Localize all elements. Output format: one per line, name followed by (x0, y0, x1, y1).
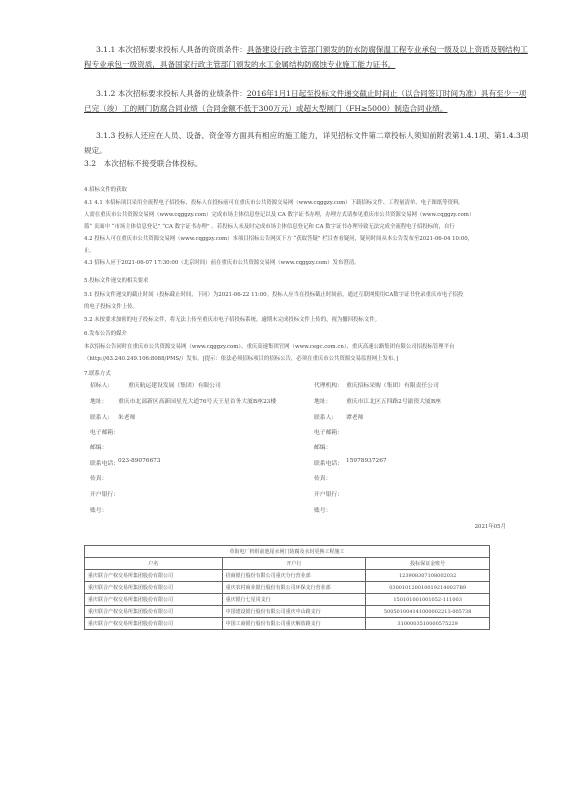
table-header-row (85, 558, 490, 570)
tenderer-contact-value: 朱老师 (118, 415, 136, 421)
agent-bank-label: 开户银行： (314, 492, 343, 498)
bank-cell: 招商银行股份有限公司重庆分行营业部 (222, 570, 366, 582)
agent-address-label: 地址： (314, 399, 332, 405)
table-row (85, 582, 490, 594)
section-5-line: 的电子投标文件上传。 (84, 304, 138, 310)
tenderer-fax-label: 传真： (90, 476, 108, 482)
section-4-line: 人需在重庆市公共资源交易网（www.cqggzy.com）完成市场主体信息登记以及 CA 数字证书办理，办理方式请参见重庆市公共资源交易网（www.cqggzy.com） (84, 212, 475, 218)
section-6-title: 6.发布公告的媒介 (84, 331, 127, 337)
clause-3-1-1 (84, 42, 532, 72)
tenderer-value: 重庆航运建设发展（集团）有限公司 (128, 383, 221, 389)
agent-account-label: 账号： (314, 508, 332, 514)
bank-cell: 中国工商银行股份有限公司重庆解放路支行 (222, 618, 366, 630)
account-number-cell: 123908307108002032 (366, 570, 490, 582)
agent-contact-label: 联系人： (314, 415, 338, 421)
section-4-line: 篮“ 页面中 “市场主体信息登记” “CA 数字证书办理” 。若投标人未及时完成市场主体信息登记和 CA 数字证书办理导致无法完成全流程电子招投标的，自行 (84, 224, 455, 230)
clause-3-1-2-text: 2016年1月1日起至投标文件递交截止时间止（以合同签订时间为准）具有至少一项已完（竣）工的闸门防腐合同业绩（合同金额不低于300万元）或超大型闸门（FH≥5000）制造合同业绩。 (84, 89, 527, 113)
column-header-account-name: 户名 (85, 558, 223, 570)
section-4-line: 4.3 招标人应于2021-06-07 17:30:00（北京时间）前在重庆市公共资源交易网（www.cqggzy.com）发布澄清。 (84, 260, 360, 266)
tenderer-postcode-label: 邮编： (90, 445, 108, 451)
column-header-deposit-account: 投标保证金账号 (366, 558, 490, 570)
tenderer-contact-label: 联系人： (90, 415, 114, 421)
table-row (85, 594, 490, 606)
account-name-cell: 重庆联合产权交易所集团股份有限公司 (85, 570, 223, 582)
tenderer-label: 招标人： (90, 383, 114, 389)
agent-value: 重庆招标采购（集团）有限责任公司 (346, 383, 439, 389)
tenderer-address-value: 重庆市北部新区高新园星光大道76号天王星首务大厦B座23楼 (118, 399, 277, 405)
tenderer-bank-label: 开户银行： (90, 492, 119, 498)
section-6-line: 本次招标公告同时在重庆市公共资源交易网（www.cqggzy.com）、重庆高速集团官网（www.cegc.com.cn）、重庆高速公路集团有限公司招投标管理平台 (84, 344, 455, 350)
section-4-title: 4.招标文件的获取 (84, 187, 127, 193)
section-4-line: 止。 (84, 248, 95, 254)
section-5-line: 5.1 投标文件递交的截止时间（投标截止时间，下同）为2021-06-22 11:00。投标人应当在投标截止时间前，通过互联网使用CA数字证书登录重庆市电子招投 (84, 292, 464, 298)
table-caption-row (85, 546, 490, 558)
agent-contact-value: 谭老师 (346, 415, 364, 421)
bank-cell: 重庆银行七星岗支行 (222, 594, 366, 606)
clause-3-2: 3.2 本次招标不接受联合体投标。 (84, 159, 203, 168)
table-row (85, 606, 490, 618)
section-5-line: 5.2 未按要求加密的电子投标文件，将无法上传至重庆市电子招投标系统，逾期未完成投标文件上传的，视为撤回投标文件。 (84, 317, 380, 323)
tenderer-address-label: 地址： (90, 399, 108, 405)
account-name-cell: 重庆联合产权交易所集团股份有限公司 (85, 594, 223, 606)
column-header-bank: 开户行 (222, 558, 366, 570)
agent-email-label: 电子邮箱： (314, 430, 343, 436)
clause-3-1-1-text: 具备建设行政主管部门颁发的防水防腐保温工程专业承包一级及以上资质及钢结构工程专业承包一级资质，具备国家行政主管部门颁发的水工金属结构防腐蚀专业施工能力证书。 (84, 45, 528, 69)
account-name-cell: 重庆联合产权交易所集团股份有限公司 (85, 582, 223, 594)
agent-phone-value: 15978937267 (346, 458, 387, 464)
deposit-account-table (84, 545, 490, 630)
section-4-line: 4.2 投标人可在重庆市公共资源交易网（www.cqggzy.com）本项目招标公告网页下方 “获取答疑” 栏目查看疑问，疑问时间从本公告发布至2021-06-04 10:00， (84, 236, 474, 242)
agent-postcode-label: 邮编： (314, 445, 332, 451)
account-number-cell: 500501004141000002213-005738 (366, 606, 490, 618)
section-5-title: 5.投标文件递交的相关要求 (84, 278, 149, 284)
account-number-cell: 150101001001052-111003 (366, 594, 490, 606)
clause-3-1-3: 3.1.3 投标人还应在人员、设备、资金等方面具有相应的施工能力，详见招标文件第二章投标人须知前附表第1.4.1项、第1.4.3项规定。 (84, 131, 529, 155)
table-title: 草街电厂机组前池尾水闸门防腐及水封更换工程施工 (85, 546, 490, 558)
tenderer-phone-value: 023-89076673 (118, 458, 161, 464)
agent-phone-label: 联系电话： (314, 461, 343, 467)
table-row (85, 618, 490, 630)
tenderer-email-label: 电子邮箱： (90, 430, 119, 436)
agent-address-value: 重庆市江北区五四路2号渝资大厦B座 (346, 399, 441, 405)
agent-fax-label: 传真： (314, 476, 332, 482)
section-4-line: 4.1 4.1 本招标项目采用全流程电子招投标，投标人在投标前可在重庆市公共资源交易网（www.cqggzy.com）下载招标文件、工程量清单、电子图纸等资料。 (84, 200, 464, 206)
tenderer-account-label: 账号： (90, 508, 108, 514)
account-number-cell: 0300101200100192140027B9 (366, 582, 490, 594)
agent-label: 代理机构： (314, 383, 343, 389)
clause-3-1-2 (84, 86, 532, 116)
section-7-title: 7.联系方式 (84, 371, 111, 377)
clause-3-1-1-label: 3.1.1 本次招标要求投标人具备的资质条件： (96, 45, 247, 54)
account-name-cell: 重庆联合产权交易所集团股份有限公司 (85, 606, 223, 618)
tenderer-phone-label: 联系电话： (90, 461, 119, 467)
account-number-cell: 3100003510000575229 (366, 618, 490, 630)
clause-3-1-2-label: 3.1.2 本次招标要求投标人具备的业绩条件： (96, 89, 247, 98)
bank-cell: 中国建设银行股份有限公司重庆中山路支行 (222, 606, 366, 618)
section-6-line: （http://63.240.249.106:8088/PMS/）发布。[提示：依法必须招标项目的招标公告，必须在重庆市公共资源交易监督网上发布。] (84, 356, 399, 362)
account-name-cell: 重庆联合产权交易所集团股份有限公司 (85, 618, 223, 630)
bank-cell: 重庆农村商业银行股份有限公司环保支行营业部 (222, 582, 366, 594)
table-row (85, 570, 490, 582)
document-date: 2021年05月 (474, 524, 506, 530)
